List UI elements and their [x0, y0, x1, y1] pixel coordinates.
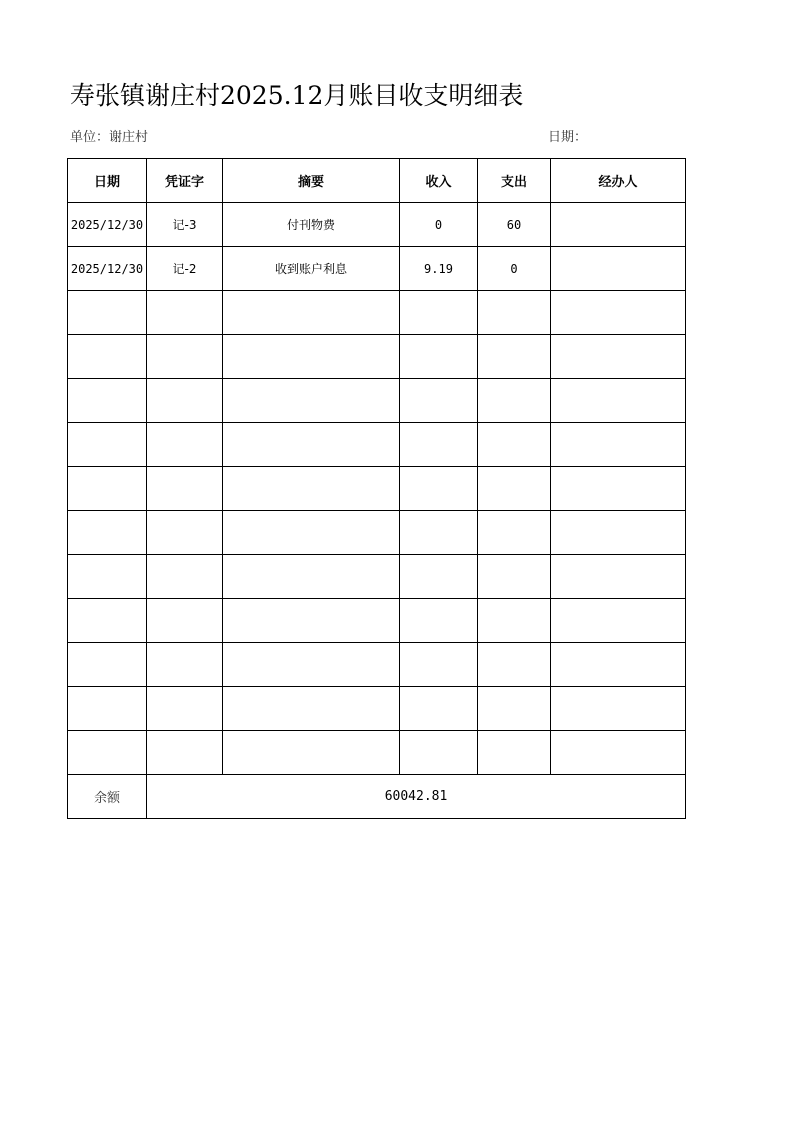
- cell-date: [68, 643, 147, 687]
- table-row: [68, 247, 686, 291]
- table-row: [68, 599, 686, 643]
- table-row: [68, 687, 686, 731]
- cell-handler: [551, 203, 686, 247]
- cell-expense: [478, 467, 551, 511]
- cell-handler: [551, 423, 686, 467]
- cell-income: [400, 335, 478, 379]
- cell-income: [400, 511, 478, 555]
- cell-income: [400, 643, 478, 687]
- cell-summary: [223, 379, 400, 423]
- cell-date: [68, 731, 147, 775]
- cell-voucher: [147, 335, 223, 379]
- cell-expense: [478, 731, 551, 775]
- cell-summary: [223, 291, 400, 335]
- cell-handler: [551, 731, 686, 775]
- document-title: 寿张镇谢庄村2025.12月账目收支明细表: [70, 81, 524, 110]
- header-row: [68, 159, 686, 203]
- cell-income: [400, 599, 478, 643]
- table-row: [68, 467, 686, 511]
- cell-handler: [551, 247, 686, 291]
- unit-label: 单位：谢庄村: [70, 130, 149, 145]
- cell-date: [68, 379, 147, 423]
- cell-voucher: [147, 731, 223, 775]
- cell-handler: [551, 379, 686, 423]
- date-label: 日期：: [548, 130, 588, 145]
- table-row: [68, 203, 686, 247]
- cell-expense: [478, 291, 551, 335]
- cell-voucher: [147, 423, 223, 467]
- cell-handler: [551, 643, 686, 687]
- cell-voucher: 记-3: [147, 203, 223, 247]
- table-row: [68, 511, 686, 555]
- cell-summary: [223, 643, 400, 687]
- cell-date: [68, 291, 147, 335]
- cell-expense: 60: [478, 203, 551, 247]
- cell-handler: [551, 335, 686, 379]
- cell-date: 2025/12/30: [68, 247, 147, 291]
- table-row: [68, 335, 686, 379]
- cell-summary: [223, 335, 400, 379]
- cell-income: 9.19: [400, 247, 478, 291]
- cell-expense: [478, 379, 551, 423]
- cell-handler: [551, 291, 686, 335]
- balance-row: [68, 775, 686, 819]
- cell-voucher: [147, 643, 223, 687]
- cell-expense: [478, 555, 551, 599]
- cell-summary: [223, 423, 400, 467]
- cell-date: [68, 511, 147, 555]
- cell-summary: [223, 599, 400, 643]
- cell-expense: [478, 335, 551, 379]
- cell-income: [400, 731, 478, 775]
- cell-date: 2025/12/30: [68, 203, 147, 247]
- cell-voucher: [147, 599, 223, 643]
- cell-summary: [223, 511, 400, 555]
- cell-voucher: [147, 687, 223, 731]
- cell-date: [68, 423, 147, 467]
- cell-income: [400, 379, 478, 423]
- cell-expense: [478, 687, 551, 731]
- cell-income: 0: [400, 203, 478, 247]
- cell-expense: [478, 599, 551, 643]
- cell-expense: [478, 643, 551, 687]
- balance-value: 60042.81: [147, 775, 686, 819]
- table-row: [68, 379, 686, 423]
- cell-expense: [478, 511, 551, 555]
- table-row: [68, 423, 686, 467]
- table-row: [68, 291, 686, 335]
- table-row: [68, 643, 686, 687]
- header-handler: 经办人: [551, 159, 686, 203]
- cell-date: [68, 555, 147, 599]
- header-summary: 摘要: [223, 159, 400, 203]
- cell-handler: [551, 599, 686, 643]
- ledger-table: [67, 158, 686, 819]
- cell-voucher: 记-2: [147, 247, 223, 291]
- cell-date: [68, 599, 147, 643]
- cell-date: [68, 467, 147, 511]
- cell-expense: [478, 423, 551, 467]
- cell-voucher: [147, 467, 223, 511]
- table-row: [68, 731, 686, 775]
- cell-summary: [223, 555, 400, 599]
- cell-income: [400, 423, 478, 467]
- cell-summary: 收到账户利息: [223, 247, 400, 291]
- table-row: [68, 555, 686, 599]
- cell-date: [68, 335, 147, 379]
- cell-income: [400, 467, 478, 511]
- cell-income: [400, 555, 478, 599]
- cell-handler: [551, 511, 686, 555]
- cell-voucher: [147, 555, 223, 599]
- header-voucher: 凭证字: [147, 159, 223, 203]
- balance-label: 余额: [68, 775, 147, 819]
- cell-summary: [223, 687, 400, 731]
- header-income: 收入: [400, 159, 478, 203]
- cell-date: [68, 687, 147, 731]
- cell-income: [400, 291, 478, 335]
- cell-expense: 0: [478, 247, 551, 291]
- cell-handler: [551, 555, 686, 599]
- cell-handler: [551, 467, 686, 511]
- cell-summary: 付刊物费: [223, 203, 400, 247]
- header-date: 日期: [68, 159, 147, 203]
- cell-voucher: [147, 291, 223, 335]
- cell-handler: [551, 687, 686, 731]
- cell-income: [400, 687, 478, 731]
- cell-voucher: [147, 511, 223, 555]
- cell-summary: [223, 467, 400, 511]
- cell-voucher: [147, 379, 223, 423]
- header-expense: 支出: [478, 159, 551, 203]
- cell-summary: [223, 731, 400, 775]
